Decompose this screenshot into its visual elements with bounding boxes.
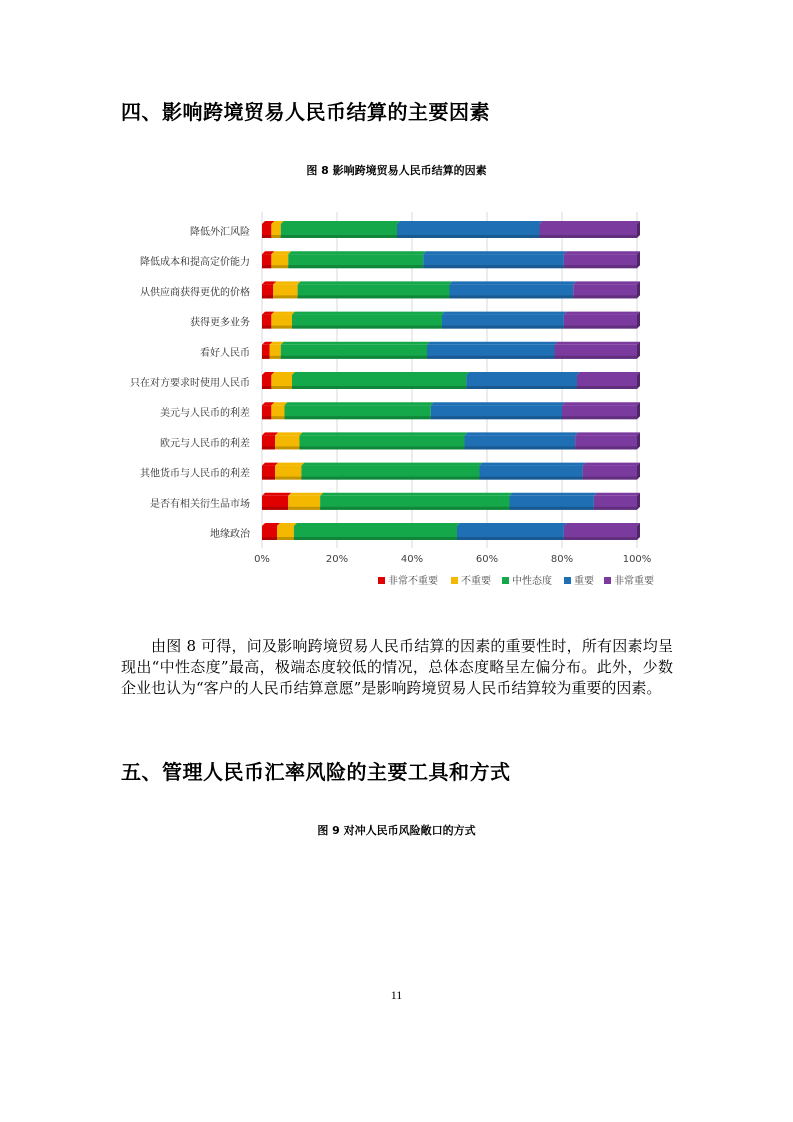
bar-segment (320, 493, 512, 510)
x-tick-label: 60% (475, 554, 499, 565)
bar-segment (275, 432, 302, 449)
bar-segment (575, 432, 640, 449)
bar-segment (555, 342, 641, 359)
bar-segment (273, 281, 300, 298)
bar-segment (431, 402, 565, 419)
bar-segment (281, 221, 400, 238)
x-tick-label: 80% (550, 554, 574, 565)
category-label: 其他货币与人民币的利差 (140, 468, 250, 480)
bar-segment (465, 432, 579, 449)
category-label: 只在对方要求时使用人民币 (130, 378, 250, 389)
category-label: 从供应商获得更优的价格 (140, 287, 250, 299)
bar-segment (540, 221, 641, 238)
legend-swatch (604, 577, 611, 584)
bar-segment (480, 463, 586, 480)
bar-segment (562, 402, 640, 419)
bar-segment (427, 342, 558, 359)
legend-swatch (378, 577, 385, 584)
bar-segment (285, 402, 434, 419)
legend-swatch (564, 577, 571, 584)
bar-segment (292, 312, 445, 329)
bar-segment (564, 312, 640, 329)
figure-9-caption: 图 9 对冲人民币风险敞口的方式 (317, 824, 476, 837)
analysis-paragraph: 由图 8 可得，问及影响跨境贸易人民币结算的因素的重要性时，所有因素均呈现出“中性态度”最高，极端态度较低的情况，总体态度略呈左偏分布。此外，少数企业也认为“客户的人民币结算意愿”是影响跨境贸易人民币结算较为重要的因素。 (121, 637, 673, 697)
bar-segment (577, 372, 640, 389)
bar-segment (466, 372, 580, 389)
legend-swatch (502, 577, 509, 584)
page-number: 11 (390, 988, 403, 1002)
legend-item (451, 574, 491, 587)
category-label: 欧元与人民币的利差 (160, 438, 250, 450)
bar-segment (423, 251, 567, 268)
figure-8-caption: 图 8 影响跨境贸易人民币结算的因素 (306, 164, 487, 177)
category-label: 降低成本和提高定价能力 (140, 257, 250, 269)
bar-segment (275, 463, 304, 480)
bar-segment (262, 493, 291, 510)
category-label: 是否有相关衍生品市场 (150, 498, 250, 510)
bar-segment (510, 493, 597, 510)
legend-label: 重要 (574, 576, 594, 587)
category-label: 美元与人民币的利差 (160, 408, 250, 420)
bar-segment (583, 463, 640, 480)
bar-segment (397, 221, 543, 238)
bar-segment (271, 372, 295, 389)
bar-segment (457, 523, 567, 540)
bar-segment (594, 493, 640, 510)
x-tick-label: 0% (254, 554, 270, 565)
bar-segment (288, 251, 426, 268)
x-tick-label: 20% (325, 554, 349, 565)
legend-label: 非常不重要 (388, 576, 438, 587)
legend-item (564, 574, 594, 587)
bar-segment (442, 312, 567, 329)
category-label: 地缘政治 (210, 529, 250, 540)
section-heading-influencing-factors: 四、影响跨境贸易人民币结算的主要因素 (121, 100, 490, 124)
chart-x-tick-labels (254, 554, 651, 565)
legend-item (604, 574, 654, 587)
stacked-bar-chart-figure-8 (110, 200, 680, 615)
bar-segment (564, 251, 640, 268)
bar-segment (450, 281, 577, 298)
bar-segment (298, 281, 453, 298)
chart-bars (262, 221, 640, 540)
category-label: 获得更多业务 (190, 317, 250, 329)
section-heading-risk-management-tools: 五、管理人民币汇率风险的主要工具和方式 (121, 760, 511, 784)
x-tick-label: 100% (622, 554, 652, 565)
legend-label: 中性态度 (512, 576, 552, 587)
category-label: 降低外汇风险 (190, 227, 250, 238)
bar-segment (573, 281, 640, 298)
legend-item (502, 574, 552, 587)
bar-segment (301, 463, 482, 480)
bar-segment (300, 432, 468, 449)
legend-label: 非常重要 (614, 576, 654, 587)
chart-legend (378, 574, 654, 587)
bar-segment (564, 523, 640, 540)
bar-segment (288, 493, 323, 510)
legend-item (378, 574, 438, 587)
bar-segment (271, 312, 295, 329)
legend-swatch (451, 577, 458, 584)
legend-label: 不重要 (461, 576, 491, 587)
chart-category-labels (130, 225, 251, 540)
bar-segment (292, 372, 469, 389)
bar-segment (294, 523, 460, 540)
bar-segment (281, 342, 430, 359)
category-label: 看好人民币 (200, 347, 250, 359)
x-tick-label: 40% (400, 554, 424, 565)
